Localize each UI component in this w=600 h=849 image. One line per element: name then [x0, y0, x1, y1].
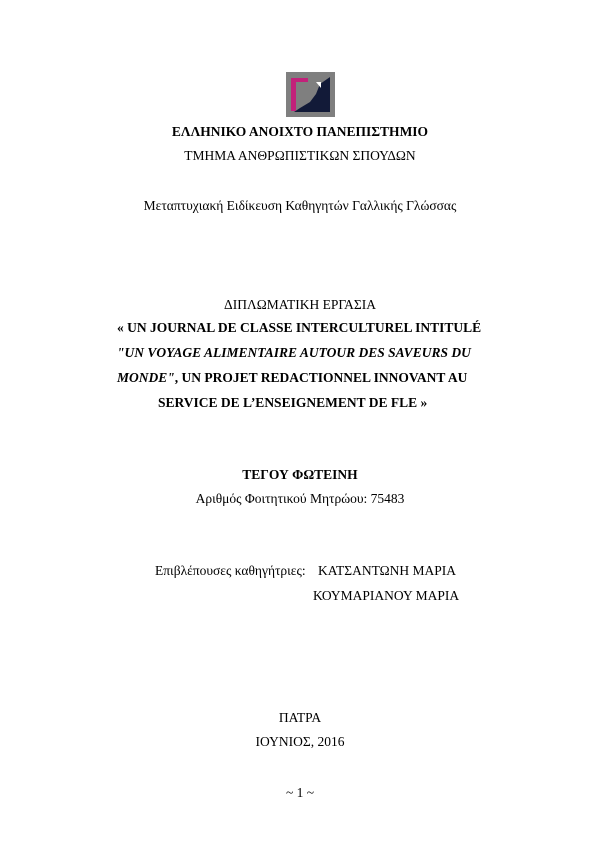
thesis-title-line-3-italic: MONDE"	[117, 370, 175, 385]
university-logo-icon	[286, 72, 335, 117]
thesis-title-line-1: « UN JOURNAL DE CLASSE INTERCULTUREL INTITULÉ	[117, 320, 482, 335]
supervisors-label: Επιβλέπουσες καθηγήτριες:	[155, 563, 306, 578]
date: ΙΟΥΝΙΟΣ, 2016	[255, 734, 345, 749]
thesis-title-line-3	[117, 369, 467, 387]
city: ΠΑΤΡΑ	[278, 710, 322, 725]
department-name: ΤΜΗΜΑ ΑΝΘΡΩΠΙΣΤΙΚΩΝ ΣΠΟΥΔΩΝ	[184, 148, 416, 163]
university-name: ΕΛΛΗΝΙΚΟ ΑΝΟΙΧΤΟ ΠΑΝΕΠΙΣΤΗΜΙΟ	[171, 124, 429, 139]
author-name: ΤΕΓΟΥ ΦΩΤΕΙΝΗ	[242, 467, 358, 482]
supervisor-second: ΚΟΥΜΑΡΙΑΝΟΥ ΜΑΡΙΑ	[313, 588, 460, 603]
thesis-title-line-2: "UN VOYAGE ALIMENTAIRE AUTOUR DES SAVEURS DU	[117, 345, 471, 360]
thesis-type: ΔΙΠΛΩΜΑΤΙΚΗ ΕΡΓΑΣΙΑ	[224, 297, 376, 312]
supervisor-first: ΚΑΤΣΑΝΤΩΝΗ ΜΑΡΙΑ	[318, 563, 457, 578]
program-name: Μεταπτυχιακή Ειδίκευση Καθηγητών Γαλλικής Γλώσσας	[143, 198, 457, 213]
page-number: ~ 1 ~	[285, 785, 315, 800]
thesis-title-line-3-rest: , UN PROJET REDACTIONNEL INNOVANT AU	[174, 370, 468, 385]
student-id: Αριθμός Φοιτητικού Μητρώου: 75483	[195, 491, 405, 506]
thesis-title-line-4: SERVICE DE L’ENSEIGNEMENT DE FLE »	[158, 395, 428, 410]
